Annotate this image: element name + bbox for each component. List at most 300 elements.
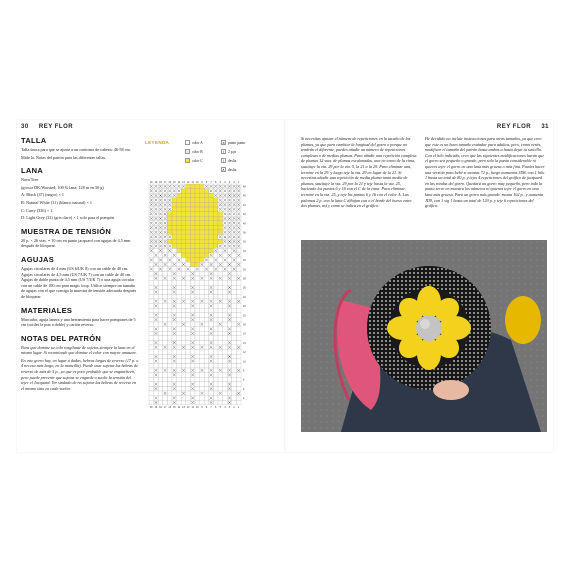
chart-cell (232, 386, 237, 391)
chart-cell (186, 322, 191, 327)
chart-cell (181, 304, 186, 309)
legend-label-inc: 2 p.jn (228, 149, 237, 154)
chart-cell (149, 313, 154, 318)
chart-cell (177, 331, 182, 336)
chart-cell (181, 396, 186, 401)
chart-cell (195, 235, 200, 240)
chart-column-number-top: 7 (210, 181, 212, 185)
chart-cell (223, 386, 228, 391)
chart-cell (204, 248, 209, 253)
chart-cell (181, 235, 186, 240)
chart-cell (204, 391, 209, 396)
chart-cell (218, 267, 223, 272)
chart-cell (158, 294, 163, 299)
chart-cell (190, 267, 195, 272)
chart-cell (163, 281, 168, 286)
chart-cell (167, 262, 172, 267)
chart-cell (181, 327, 186, 332)
chart-cell (163, 350, 168, 355)
chart-cell (186, 377, 191, 382)
chart-cell (172, 216, 177, 221)
chart-cell (223, 354, 228, 359)
chart-cell (200, 239, 205, 244)
chart-cell (195, 285, 200, 290)
chart-cell (149, 262, 154, 267)
chart-cell (209, 336, 214, 341)
chart-cell (195, 281, 200, 286)
chart-cell (149, 373, 154, 378)
chart-cell (186, 207, 191, 212)
chart-cell (167, 230, 172, 235)
chart-cell (149, 391, 154, 396)
chart-cell (195, 308, 200, 313)
chart-cell (223, 322, 228, 327)
chart-cell (177, 239, 182, 244)
materiales-body: Marcador, aguja lanera y una herramienta para hacer pompones de 5 cm (sotiles le pon a doble) y cartón reverso. (21, 316, 136, 328)
chart-column-number-bottom: 19 (154, 405, 158, 409)
chart-cell (190, 248, 195, 253)
chart-cell (200, 193, 205, 198)
chart-cell (218, 308, 223, 313)
chart-cell (186, 216, 191, 221)
chart-cell (232, 373, 237, 378)
chart-cell (177, 207, 182, 212)
chart-cell (200, 308, 205, 313)
chart-cell (223, 304, 228, 309)
chart-cell (223, 336, 228, 341)
chart-cell (213, 299, 218, 304)
chart-cell (177, 202, 182, 207)
chart-cell (223, 350, 228, 355)
chart-cell (213, 276, 218, 281)
chart-cell (149, 382, 154, 387)
lana-line-1: Nava Tree (21, 177, 39, 183)
chart-cell (200, 285, 205, 290)
chart-cell (181, 267, 186, 272)
chart-cell (186, 225, 191, 230)
chart-cell (204, 377, 209, 382)
chart-cell (204, 271, 209, 276)
chart-cell (200, 359, 205, 364)
chart-cell (186, 354, 191, 359)
chart-cell (177, 285, 182, 290)
chart-cell (195, 230, 200, 235)
chart-cell (190, 336, 195, 341)
chart-cell (236, 336, 241, 341)
chart-cell (163, 308, 168, 313)
chart-cell (163, 248, 168, 253)
chart-column-number-bottom: 10 (195, 405, 199, 409)
chart-cell (213, 345, 218, 350)
chart-cell (177, 198, 182, 203)
chart-row-number: 40 (243, 222, 246, 226)
chart-cell (218, 290, 223, 295)
chart-cell (218, 386, 223, 391)
chart-cell (223, 253, 228, 258)
chart-cell (200, 281, 205, 286)
materiales-heading: MATERIALES (21, 305, 73, 315)
chart-cell (213, 382, 218, 387)
chart-cell (186, 331, 191, 336)
chart-cell (223, 327, 228, 332)
chart-cell (209, 350, 214, 355)
chart-cell (236, 271, 241, 276)
chart-cell (177, 336, 182, 341)
chart-cell (177, 212, 182, 217)
notas-body-1: Para que domine su colo rasgilante de sujetos siempre la lana en el mismo lugar. Si recomiende que domine el color con mayor amasare. (21, 344, 137, 356)
chart-cell (190, 202, 195, 207)
chart-cell (167, 382, 172, 387)
chart-column-number-bottom: 14 (177, 405, 181, 409)
notas-body-2: En este gorro hay, en lugar a dudas, hebras largas de reverso (17 p. o 4 necesa más largo, en la mancilla). Puede usar sujetar las hebras de reverso de más de 5 p., ya que es poco probable que se engancheen, pero puede prevenir que sujetas se engarde o suelte la tensión del tejer el Jacquard. Ver sindado de no sujetar las hebras de reverso en el mismo sitio en cada vuelta. (21, 357, 139, 391)
chart-cell (149, 304, 154, 309)
chart-cell (163, 396, 168, 401)
chart-cell (204, 317, 209, 322)
chart-cell (223, 308, 228, 313)
chart-cell (181, 317, 186, 322)
chart-cell (236, 363, 241, 368)
chart-cell (167, 216, 172, 221)
chart-cell (177, 262, 182, 267)
chart-cell (200, 290, 205, 295)
chart-row-number: 12 (243, 351, 246, 355)
chart-cell (190, 230, 195, 235)
chart-cell (195, 382, 200, 387)
chart-cell (213, 285, 218, 290)
chart-cell (181, 193, 186, 198)
chart-cell (167, 373, 172, 378)
chart-row-number: 48 (243, 185, 246, 189)
chart-cell (158, 276, 163, 281)
chart-cell (181, 230, 186, 235)
chart-cell (190, 212, 195, 217)
chart-cell (195, 396, 200, 401)
chart-column-number-top: 6 (215, 181, 217, 185)
chart-cell (213, 350, 218, 355)
chart-cell (213, 327, 218, 332)
chart-cell (213, 363, 218, 368)
chart-cell (154, 308, 159, 313)
right-running-head (497, 124, 549, 130)
chart-cell (200, 363, 205, 368)
chart-cell (167, 331, 172, 336)
chart-row-number: 42 (243, 213, 246, 217)
chart-cell (209, 193, 214, 198)
chart-cell (213, 230, 218, 235)
chart-cell (190, 239, 195, 244)
chart-cell (190, 244, 195, 249)
chart-cell (200, 377, 205, 382)
chart-cell (200, 230, 205, 235)
chart-cell (186, 308, 191, 313)
chart-cell (158, 285, 163, 290)
chart-cell (223, 313, 228, 318)
chart-cell (204, 198, 209, 203)
chart-cell (186, 193, 191, 198)
chart-cell (186, 391, 191, 396)
swatch-color-a (185, 140, 190, 145)
chart-cell (181, 285, 186, 290)
left-page-number: 30 (21, 124, 29, 130)
chart-cell (209, 248, 214, 253)
lana-line-4: B: Natural White (31) (blanco natural) × 1 (21, 199, 93, 205)
chart-cell (200, 354, 205, 359)
chart-cell (181, 198, 186, 203)
chart-cell (186, 340, 191, 345)
chart-cell (195, 271, 200, 276)
legend-label-slip: desliz. (228, 167, 238, 172)
chart-cell (236, 359, 241, 364)
chart-cell (149, 299, 154, 304)
chart-cell (195, 207, 200, 212)
chart-cell (154, 377, 159, 382)
chart-column-number-top: 5 (219, 181, 221, 185)
chart-cell (209, 212, 214, 217)
chart-cell (190, 193, 195, 198)
chart-cell (218, 377, 223, 382)
chart-cell (190, 350, 195, 355)
legend-item-color-c (185, 158, 203, 163)
chart-cell (209, 391, 214, 396)
agujas-body: Agujas circulares de 4 mm (US 6/UK 8) con un cable de 40 cm. Agujas circulares de 4,5 mm (US 7/UK 7) con un cable de 40 cm. Agujas de doble punta de 4,5 mm (US 7/UK 7) o una aguja circular con un cable de 100 cm para magic loop. Utilice siempre un tamaño de agujas con el que consiga la muestra de tensión adecuada después de bloquear. (21, 265, 137, 299)
chart-cell (158, 382, 163, 387)
chart-cell (213, 354, 218, 359)
chart-cell (204, 308, 209, 313)
chart-cell (177, 290, 182, 295)
chart-cell (167, 345, 172, 350)
chart-cell (158, 345, 163, 350)
chart-cell (200, 350, 205, 355)
chart-cell (149, 317, 154, 322)
chart-cell (177, 368, 182, 373)
chart-cell (149, 253, 154, 258)
chart-cell (158, 271, 163, 276)
chart-cell (172, 212, 177, 217)
chart-cell (177, 244, 182, 249)
chart-cell (204, 363, 209, 368)
chart-cell (186, 299, 191, 304)
chart-cell (204, 396, 209, 401)
chart-cell (167, 313, 172, 318)
chart-cell (167, 350, 172, 355)
chart-cell (232, 285, 237, 290)
chart-cell (236, 248, 241, 253)
chart-column-number-top: 11 (191, 181, 194, 185)
chart-cell (200, 235, 205, 240)
model-photo (301, 240, 547, 432)
chart-cell (218, 258, 223, 263)
chart-cell (223, 368, 228, 373)
chart-cell (236, 327, 241, 332)
chart-cell (154, 350, 159, 355)
chart-cell (167, 239, 172, 244)
chart-cell (172, 207, 177, 212)
chart-cell (167, 212, 172, 217)
chart-cell (209, 207, 214, 212)
chart-cell (149, 308, 154, 313)
chart-cell (158, 322, 163, 327)
chart-cell (181, 271, 186, 276)
chart-cell (167, 386, 172, 391)
chart-cell (177, 396, 182, 401)
chart-cell (213, 322, 218, 327)
chart-cell (232, 294, 237, 299)
chart-cell (236, 354, 241, 359)
chart-column-number-bottom: 17 (163, 405, 167, 409)
chart-cell (232, 350, 237, 355)
chart-cell (213, 340, 218, 345)
chart-cell (195, 276, 200, 281)
chart-cell (181, 382, 186, 387)
chart-cell (195, 386, 200, 391)
chart-cell (213, 271, 218, 276)
chart-cell (149, 377, 154, 382)
chart-column-number-bottom: 16 (168, 405, 172, 409)
decrease-icon: \ (222, 159, 225, 163)
chart-cell (190, 322, 195, 327)
chart-cell (181, 239, 186, 244)
chart-cell (218, 271, 223, 276)
chart-cell (181, 336, 186, 341)
chart-cell (177, 271, 182, 276)
chart-cell (167, 377, 172, 382)
chart-cell (181, 340, 186, 345)
chart-cell (177, 340, 182, 345)
chart-cell (200, 225, 205, 230)
chart-column-number-top: 19 (154, 181, 158, 185)
chart-cell (218, 373, 223, 378)
chart-row-number: 2 (243, 397, 245, 401)
chart-cell (227, 350, 232, 355)
chart-cell (149, 331, 154, 336)
chart-cell (186, 202, 191, 207)
chart-cell (195, 363, 200, 368)
chart-cell (232, 262, 237, 267)
chart-cell (181, 207, 186, 212)
chart-cell (186, 235, 191, 240)
chart-cell (236, 313, 241, 318)
chart-column-number-bottom: 5 (219, 405, 221, 409)
legend-label-c: color C (192, 158, 203, 163)
legend-item-color-a (185, 140, 203, 145)
chart-cell (177, 345, 182, 350)
chart-cell (172, 221, 177, 226)
chart-cell (167, 400, 172, 405)
chart-cell (195, 253, 200, 258)
chart-cell (232, 276, 237, 281)
chart-cell (232, 290, 237, 295)
chart-cell (186, 396, 191, 401)
chart-cell (167, 336, 172, 341)
chart-cell (213, 253, 218, 258)
chart-cell (181, 308, 186, 313)
chart-cell (227, 267, 232, 272)
chart-cell (204, 290, 209, 295)
chart-row-number: 6 (243, 378, 245, 382)
chart-cell (218, 396, 223, 401)
chart-row-number: 44 (243, 203, 246, 207)
chart-cell (167, 285, 172, 290)
chart-cell (213, 262, 218, 267)
chart-cell (190, 258, 195, 263)
chart-row-number: 20 (243, 314, 246, 318)
chart-cell (158, 281, 163, 286)
chart-cell (181, 359, 186, 364)
chart-cell (195, 202, 200, 207)
chart-cell (223, 281, 228, 286)
chart-cell (204, 239, 209, 244)
left-page (17, 120, 285, 452)
chart-cell (149, 294, 154, 299)
chart-cell (149, 359, 154, 364)
chart-cell (213, 317, 218, 322)
chart-cell (163, 386, 168, 391)
chart-cell (186, 294, 191, 299)
chart-cell (218, 294, 223, 299)
chart-cell (154, 294, 159, 299)
chart-cell (163, 359, 168, 364)
chart-cell (223, 271, 228, 276)
chart-cell (209, 198, 214, 203)
chart-cell (195, 322, 200, 327)
cross-icon: × (222, 141, 226, 145)
swatch-color-b (185, 149, 190, 154)
chart-cell (149, 350, 154, 355)
chart-cell (204, 193, 209, 198)
chart-cell (223, 391, 228, 396)
chart-cell (186, 304, 191, 309)
chart-cell (200, 336, 205, 341)
chart-cell (195, 221, 200, 226)
chart-cell (232, 368, 237, 373)
chart-cell (149, 285, 154, 290)
chart-cell (149, 368, 154, 373)
chart-cell (223, 276, 228, 281)
chart-cell (200, 317, 205, 322)
chart-cell (195, 340, 200, 345)
chart-cell (200, 184, 205, 189)
chart-cell (190, 308, 195, 313)
chart-cell (195, 368, 200, 373)
chart-cell (186, 400, 191, 405)
chart-column-number-top: 4 (224, 181, 226, 185)
chart-cell (209, 216, 214, 221)
chart-cell (190, 294, 195, 299)
chart-cell (200, 216, 205, 221)
chart-cell (190, 363, 195, 368)
chart-cell (158, 396, 163, 401)
chart-cell (209, 239, 214, 244)
chart-cell (204, 285, 209, 290)
chart-cell (232, 308, 237, 313)
chart-cell (204, 299, 209, 304)
chart-cell (177, 276, 182, 281)
chart-cell (209, 235, 214, 240)
chart-cell (213, 396, 218, 401)
chart-cell (213, 212, 218, 217)
chart-cell (181, 354, 186, 359)
chart-cell (163, 267, 168, 272)
chart-cell (195, 331, 200, 336)
chart-cell (213, 391, 218, 396)
chart-cell (167, 391, 172, 396)
lana-line-5: C: Curry (336) × 1 (21, 207, 53, 213)
chart-row-number: 46 (243, 194, 246, 198)
chart-cell (204, 221, 209, 226)
chart-cell (232, 313, 237, 318)
chart-column-number-bottom: 2 (233, 405, 235, 409)
talla-body-2: Mide la. Notas del patrón para las diferentes tallas. (21, 154, 107, 160)
